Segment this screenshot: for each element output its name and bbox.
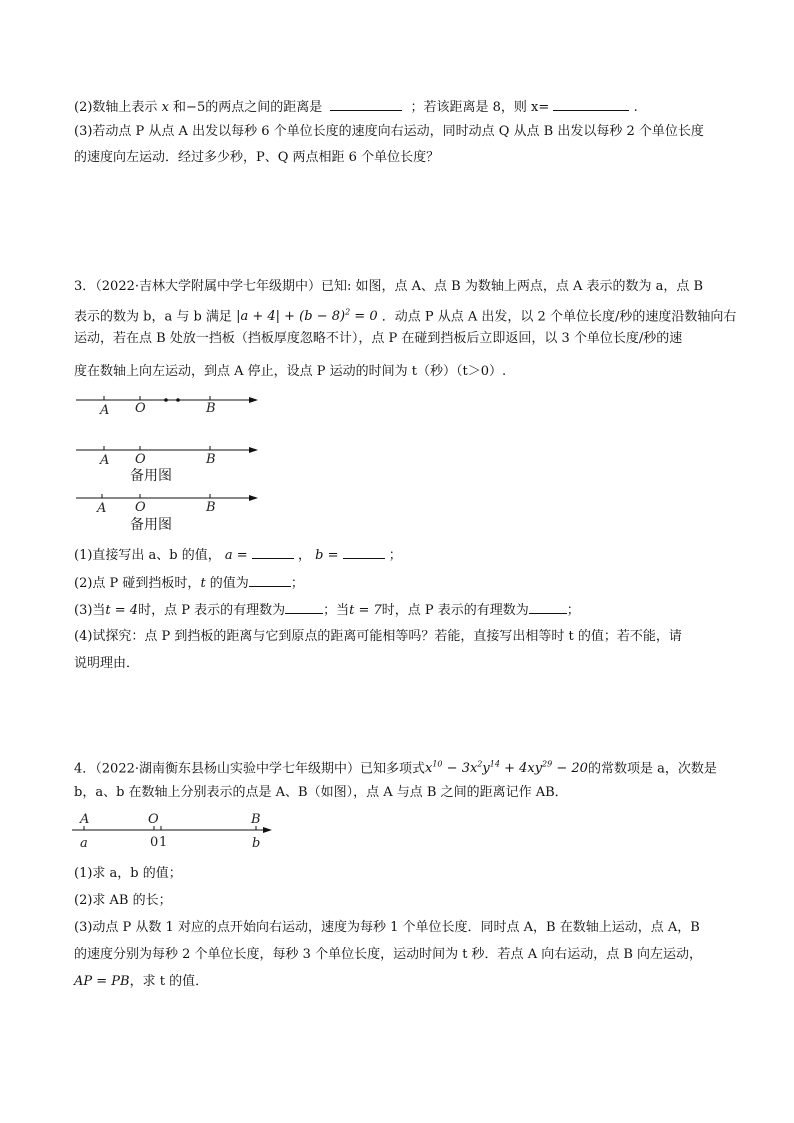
answer-blank[interactable] — [553, 98, 629, 111]
label-zero: 0 — [150, 835, 159, 850]
label-A: A — [100, 403, 110, 418]
label-O: O — [148, 812, 159, 827]
label-B: B — [251, 812, 261, 827]
label-B: B — [206, 452, 216, 467]
q3-line4: 度在数轴上向左运动，到点 A 停止，设点 P 运动的时间为 t（秒）（t＞0）. — [74, 364, 507, 379]
label-b: b — [252, 836, 261, 851]
answer-blank[interactable] — [330, 98, 402, 111]
q4-line1: 4．（2022·湖南衡东县杨山实验中学七年级期中）已知多项式$x^{10} - 3x^2y^{14} + 4xy^{29} - 20$的常数项是 a，次数是 — [74, 760, 717, 777]
q2-part2: (2)数轴上表示 x 和−5的两点之间的距离是 ；若该距离是 8，则 x= . — [74, 100, 638, 115]
label-O: O — [135, 401, 146, 416]
label-A: A — [97, 501, 107, 516]
answer-blank[interactable] — [285, 601, 323, 614]
label-A: A — [100, 453, 110, 468]
q3-sub4-line2: 说明理由． — [74, 656, 140, 671]
q3-sub3: (3)当t = 4时，点 P 表示的有理数为 ；当t = 7时，点 P 表示的有理数为 ； — [74, 603, 580, 618]
answer-blank[interactable] — [252, 546, 294, 559]
q3-number-line-main — [74, 392, 264, 422]
label-a: a — [80, 836, 88, 851]
q3-line1: 3．（2022·吉林大学附属中学七年级期中）已知: 如图，点 A、点 B 为数轴上两点，点 A 表示的数为 a，点 B — [74, 279, 704, 294]
point-dot — [164, 398, 168, 402]
backup-caption: 备用图 — [130, 468, 172, 484]
label-one: 1 — [159, 835, 168, 850]
q3-formula: $|a + 4| + (b - 8)^2 = 0$ — [236, 308, 378, 325]
backup-caption: 备用图 — [130, 517, 172, 533]
answer-blank[interactable] — [343, 546, 385, 559]
q3-number-line-backup-2 — [74, 492, 264, 516]
q2-part3-line1: (3)若动点 P 从点 A 出发以每秒 6 个单位长度的速度向右运动，同时动点 Q 从点 B 出发以每秒 2 个单位长度 — [74, 124, 704, 139]
label-B: B — [206, 500, 216, 515]
q4-sub3-line2: 的速度分别为每秒 2 个单位长度，每秒 3 个单位长度，运动时间为 t 秒．若点 A 向右运动，点 B 向左运动， — [74, 947, 703, 962]
q4-number-line — [70, 810, 280, 856]
q4-line2: b，a、b 在数轴上分别表示的点是 A、B（如图），点 A 与点 B 之间的距离记作 AB． — [74, 785, 568, 800]
q3-line3: 运动，若在点 B 处放一挡板（挡板厚度忽略不计），点 P 在碰到挡板后立即返回，以 3 个单位长度/秒的速 — [74, 331, 683, 346]
q3-sub4-line1: (4)试探究：点 P 到挡板的距离与它到原点的距离可能相等吗？若能，直接写出相等时 t 的值；若不能，请 — [74, 629, 682, 644]
q2-part3-line2: 的速度向左运动．经过多少秒，P、Q 两点相距 6 个单位长度？ — [74, 150, 440, 165]
answer-blank[interactable] — [529, 601, 567, 614]
q4-sub2: (2)求 AB 的长； — [74, 893, 172, 908]
q4-sub3-line3: AP = PB，求 t 的值． — [74, 974, 209, 989]
label-B: B — [206, 401, 216, 416]
point-dot — [176, 398, 180, 402]
q4-polynomial: $x^{10} - 3x^2y^{14} + 4xy^{29} - 20$ — [425, 760, 588, 777]
q3-sub1: (1)直接写出 a、b 的值， a = ， b = ； — [74, 548, 402, 563]
q3-line2: 表示的数为 b，a 与 b 满足 $|a + 4| + (b - 8)^2 = 0$ ．动点 P 从点 A 出发，以 2 个单位长度/秒的速度沿数轴向右 — [74, 308, 737, 325]
q4-sub3-line1: (3)动点 P 从数 1 对应的点开始向右运动，速度为每秒 1 个单位长度．同时点 A，B 在数轴上运动，点 A，B — [74, 920, 700, 935]
q4-sub1: (1)求 a，b 的值； — [74, 866, 182, 881]
q3-sub2: (2)点 P 碰到挡板时，t 的值为 ； — [74, 576, 304, 591]
label-A: A — [80, 812, 90, 827]
label-O: O — [135, 500, 146, 515]
answer-blank[interactable] — [249, 574, 291, 587]
label-O: O — [135, 452, 146, 467]
